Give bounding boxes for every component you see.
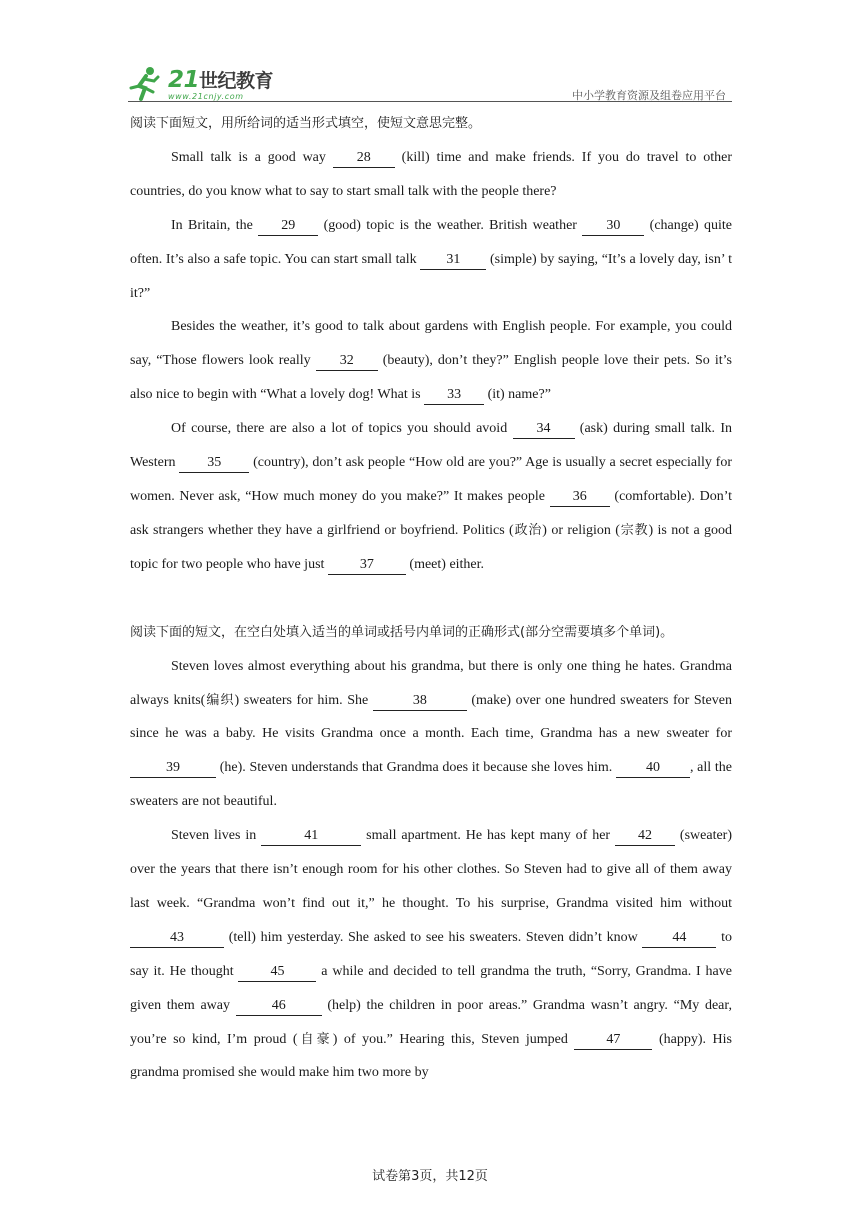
brand-name: 21世纪教育	[168, 66, 274, 93]
page-footer: 试卷第3页，共12页	[372, 1169, 488, 1184]
blank-32[interactable]: 32	[316, 352, 378, 371]
blank-40[interactable]: 40	[616, 759, 690, 778]
section2-paragraph-2: Steven lives in 41 small apartment. He has kept many of her 42 (sweater) over the years that there isn’t enough room for his other clothes. So Steven had to give all of them away last week. “Grandma won’t find out it,” he thought. To his surprise, Grandma visited him without 43 (tell) him yesterday. She asked to see his sweaters. Steven didn’t know 44 to say it. He thought 45 a while and decided to tell grandma the truth, “Sorry, Grandma. I have given them away 46 (help) the children in poor areas.” Grandma wasn’t angry. “My dear, you’re so kind, I’m proud (自豪) of you.” Hearing this, Steven jumped 47 (happy). His grandma promised she would make him two more by	[130, 828, 733, 1081]
blank-37[interactable]: 37	[328, 556, 406, 575]
blank-31[interactable]: 31	[420, 251, 486, 270]
brand-domain: www.21cnjy.com	[168, 91, 244, 101]
blank-35[interactable]: 35	[179, 454, 249, 473]
blank-38[interactable]: 38	[373, 692, 467, 711]
section1-instruction: 阅读下面短文，用所给词的适当形式填空，使短文意思完整。	[130, 116, 482, 131]
blank-30[interactable]: 30	[582, 217, 644, 236]
blank-44[interactable]: 44	[642, 929, 716, 948]
logo	[128, 66, 273, 102]
running-man-icon	[128, 66, 162, 102]
blank-43[interactable]: 43	[130, 929, 224, 948]
section2-instruction: 阅读下面的短文，在空白处填入适当的单词或括号内单词的正确形式(部分空需要填多个单词)。	[130, 624, 674, 640]
section1-paragraph-3: Besides the weather, it’s good to talk about gardens with English people. For example, you could say, “Those flowers look really 32 (beauty), don’t they?” English people love their pets. So it’s also nice to begin with “What a lovely dog! What is 33 (it) name?”	[130, 310, 732, 412]
section1-paragraph-4: Of course, there are also a lot of topics you should avoid 34 (ask) during small talk. In Western 35 (country), don’t ask people “How old are you?” Age is usually a secret especially for women. Never ask, “How much money do you make?” It makes people 36 (comfortable). Don’t ask strangers whether they have a girlfriend or boyfriend. Politics (政治) or religion (宗教) is not a good topic for two people who have just 37 (meet) either.	[130, 412, 732, 582]
blank-41[interactable]: 41	[261, 827, 361, 846]
blank-39[interactable]: 39	[130, 759, 216, 778]
section1-paragraph-2: In Britain, the 29 (good) topic is the weather. British weather 30 (change) quite often. It’s also a safe topic. You can start small talk 31 (simple) by saying, “It’s a lovely day, isn’ t it?”	[130, 217, 732, 301]
blank-47[interactable]: 47	[574, 1031, 652, 1050]
blank-33[interactable]: 33	[424, 386, 484, 405]
page-header	[128, 58, 732, 102]
header-divider	[128, 101, 732, 102]
exam-content	[130, 107, 732, 1090]
section1-paragraph-1: Small talk is a good way 28 (kill) time and make friends. If you do travel to other countries, do you know what to say to start small talk with the people there?	[130, 149, 732, 199]
blank-34[interactable]: 34	[513, 420, 575, 439]
section2-paragraph-1: Steven loves almost everything about his grandma, but there is only one thing he hates. Grandma always knits(编织) sweaters for him. She 38 (make) over one hundred sweaters for Steven since he was a baby. He visits Grandma once a month. Each time, Grandma has a new sweater for 39 (he). Steven understands that Grandma does it because she loves him. 40 , all the sweaters are not beautiful.	[130, 658, 732, 810]
blank-36[interactable]: 36	[550, 488, 610, 507]
header-tagline: 中小学教育资源及组卷应用平台	[572, 89, 726, 102]
blank-42[interactable]: 42	[615, 827, 675, 846]
blank-28[interactable]: 28	[333, 149, 395, 168]
blank-46[interactable]: 46	[236, 997, 322, 1016]
blank-29[interactable]: 29	[258, 217, 318, 236]
blank-45[interactable]: 45	[238, 963, 316, 982]
